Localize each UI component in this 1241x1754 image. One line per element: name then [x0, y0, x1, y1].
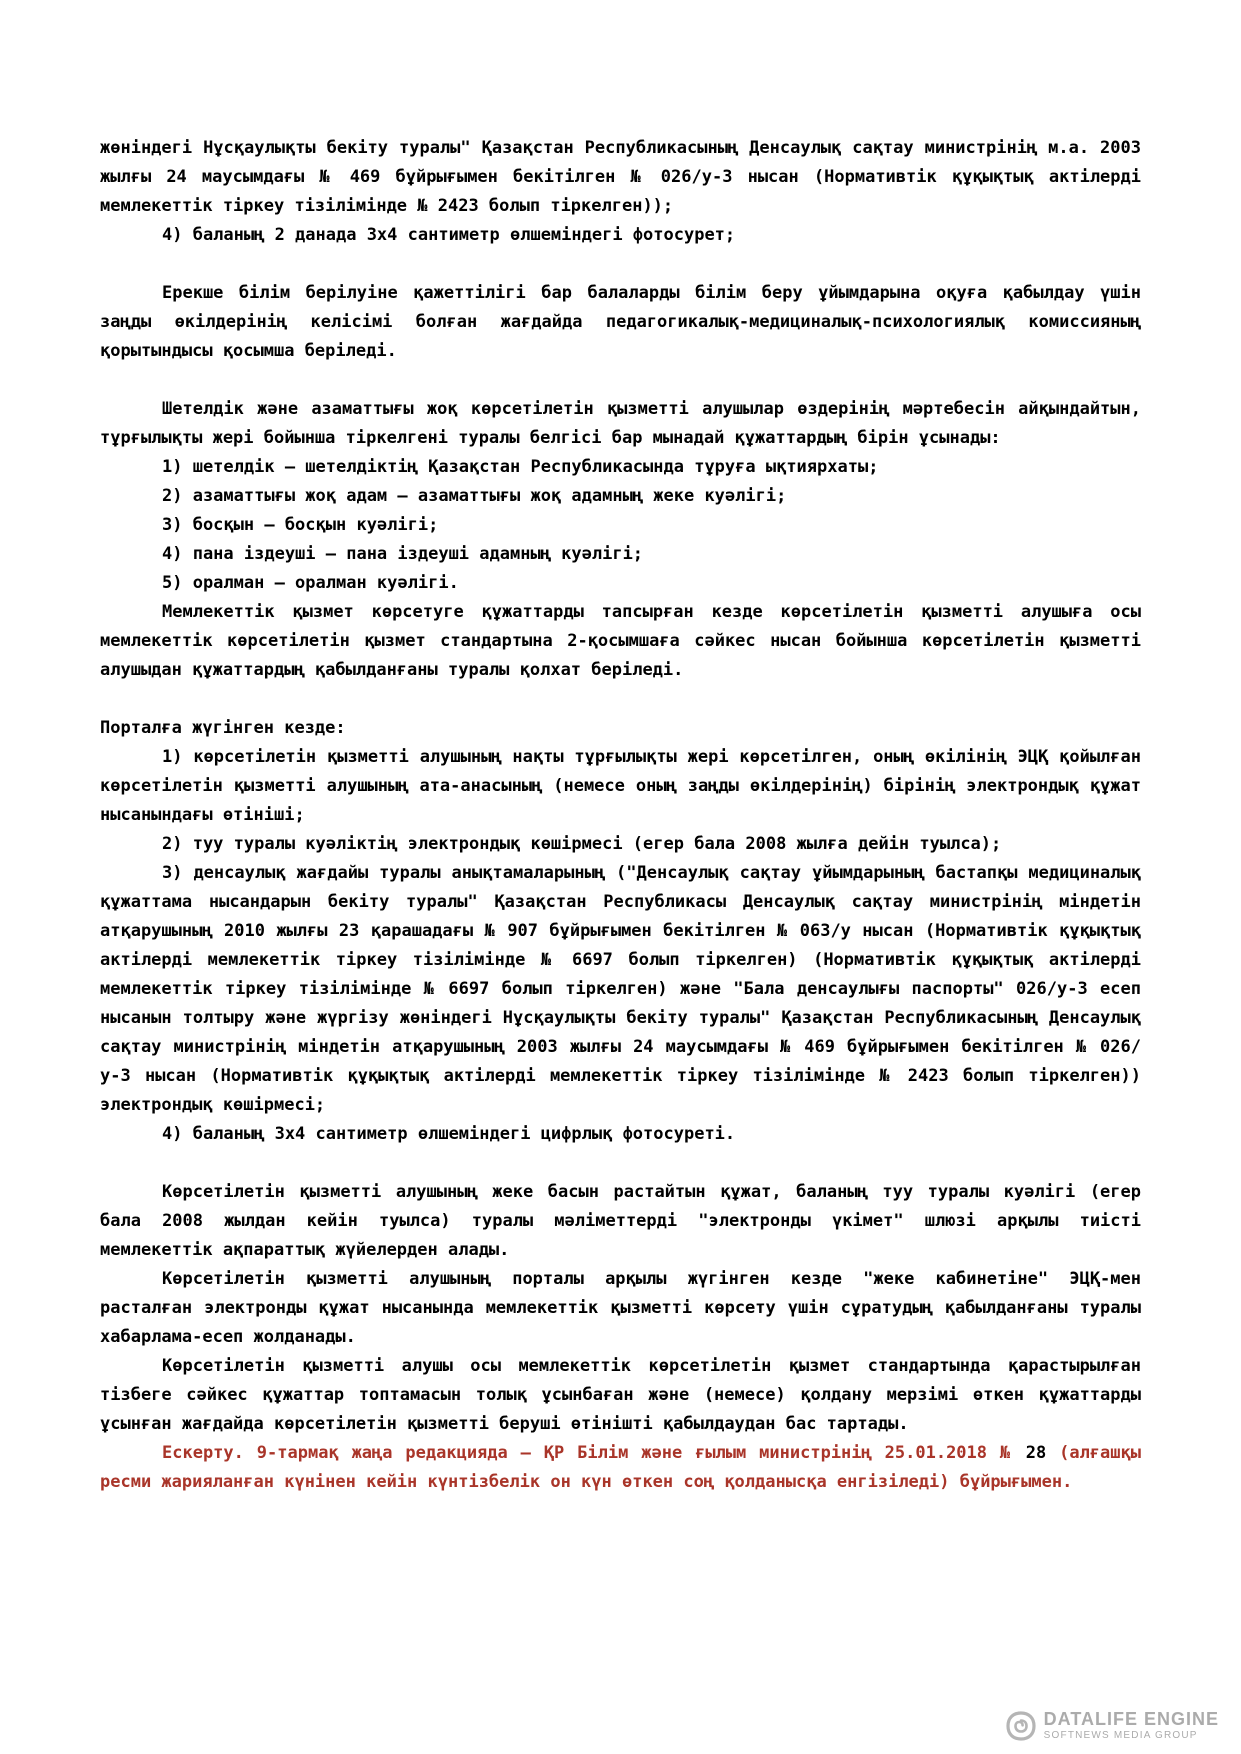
paragraph-spacer [100, 366, 1141, 395]
list-item: 4) пана іздеуші – пана іздеуші адамның куәлігі; [162, 544, 644, 564]
paragraph-continuation: жөніндегі Нұсқаулықты бекіту туралы" Қазақстан Республикасының Денсаулық сақтау министрінің м.а. 2003 жылғы 24 маусымдағы № 469 бұйрығымен бекітілген № 026/у-3 нысан (Нормативтік құқықтық актілерді мемлекеттік тіркеу тізілімінде № 2423 болып тіркелген)); [100, 138, 1141, 216]
document-body [100, 134, 1141, 1497]
watermark-text [1044, 1710, 1219, 1742]
note-segment-black: 28 [1025, 1443, 1047, 1463]
paragraph-spacer [100, 1149, 1141, 1178]
paragraph-emphasis: Ерекше білім берілуіне қажеттілігі бар балаларды білім беру ұйымдарына оқуға қабылдау үшін заңды өкілдерінің келісімі болған жағдайда педагогикалық-медициналық-психологиялық комиссияның қорытындысы қосымша беріледі. [100, 283, 1141, 361]
note-segment-red: Ескерту. 9-тармақ жаңа редакцияда – ҚР Білім және ғылым министрінің 25.01.2018 № [162, 1443, 1026, 1463]
paragraph: Шетелдік және азаматтығы жоқ көрсетілетін қызметті алушылар өздерінің мәртебесін айқындайтын, тұрғылықты жері бойынша тіркелгені туралы белгісі бар мынадай құжаттардың бірін ұсынады: [100, 399, 1141, 448]
amendment-note [100, 1439, 1141, 1497]
list-item: 3) денсаулық жағдайы туралы анықтамаларының ("Денсаулық сақтау ұйымдарының бастапқы медициналық құжаттама нысандарын бекіту туралы" Қазақстан Республикасы Денсаулық сақтау министрінің міндетін атқарушының 2010 жылғы 23 қарашадағы № 907 бұйрығымен бекітілген № 063/у нысан (Нормативтік құқықтық актілерді мемлекеттік тіркеу тізілімінде № 6697 болып тіркелген) (Нормативтік құқықтық актілерді мемлекеттік тіркеу тізілімінде № 6697 болып тіркелген) және "Бала денсаулығы паспорты" 026/у-3 есеп нысанын толтыру және жүргізу жөніндегі Нұсқаулықты бекіту туралы" Қазақстан Республикасының Денсаулық сақтау министрінің міндетін атқарушының 2003 жылғы 24 маусымдағы № 469 бұйрығымен бекітілген № 026/у-3 нысан (Нормативтік құқықтық актілерді мемлекеттік тіркеу тізілімінде № 2423 болып тіркелген)) электрондық көшірмесі; [100, 863, 1141, 1115]
list-item: 2) туу туралы куәліктің электрондық көшірмесі (егер бала 2008 жылға дейін туылса); [162, 834, 1002, 854]
paragraph: Көрсетілетін қызметті алушының порталы арқылы жүгінген кезде "жеке кабинетіне" ЭЦҚ-мен расталған электронды құжат нысанында мемлекеттік қызметті көрсету үшін сұратудың қабылданғаны туралы хабарлама-есеп жолданады. [100, 1269, 1141, 1347]
list-item: 4) баланың 2 данада 3х4 сантиметр өлшеміндегі фотосурет; [162, 225, 736, 245]
paragraph: Көрсетілетін қызметті алушының жеке басын растайтын құжат, баланың туу туралы куәлігі (егер бала 2008 жылдан кейін туылса) туралы мәліметтерді "электронды үкімет" шлюзі арқылы тиісті мемлекеттік ақпараттық жүйелерден алады. [100, 1182, 1141, 1260]
list-item: 4) баланың 3х4 сантиметр өлшеміндегі цифрлық фотосуреті. [162, 1124, 736, 1144]
section-heading: Порталға жүгінген кезде: [100, 718, 346, 738]
datalife-eye-logo-icon [1005, 1710, 1037, 1742]
watermark-brand: DATALIFE ENGINE [1043, 1709, 1219, 1729]
datalife-watermark [1005, 1710, 1219, 1742]
paragraph: Мемлекеттік қызмет көрсетуге құжаттарды тапсырған кезде көрсетілетін қызметті алушыға осы мемлекеттік көрсетілетін қызмет стандартына 2-қосымшаға сәйкес нысан бойынша көрсетілетін қызметті алушыдан құжаттардың қабылданғаны туралы қолхат беріледі. [100, 602, 1141, 680]
list-item: 3) босқын – босқын куәлігі; [162, 515, 439, 535]
paragraph: Көрсетілетін қызметті алушы осы мемлекеттік көрсетілетін қызмет стандартында қарастырылған тізбеге сәйкес құжаттар топтамасын толық ұсынбаған және (немесе) қолдану мерзімі өткен құжаттарды ұсынған жағдайда көрсетілетін қызметті беруші өтінішті қабылдаудан бас тартады. [100, 1356, 1141, 1434]
paragraph-spacer [100, 250, 1141, 279]
list-item: 1) көрсетілетін қызметті алушының нақты тұрғылықты жері көрсетілген, оның өкілінің ЭЦҚ қойылған көрсетілетін қызметті алушының ата-анасының (немесе оның заңды өкілдерінің) бірінің электрондық құжат нысанындағы өтініші; [100, 747, 1141, 825]
list-item: 5) оралман – оралман куәлігі. [162, 573, 459, 593]
list-item: 1) шетелдік – шетелдіктің Қазақстан Республикасында тұруға ықтиярхаты; [162, 457, 879, 477]
note-segment-red: (алғашқы ресми жарияланған күнінен кейін күнтізбелік он күн өткен соң қолданысқа енгізіледі) бұйрығымен. [100, 1443, 1141, 1492]
paragraph-spacer [100, 685, 1141, 714]
watermark-subtitle: SOFTNEWS MEDIA GROUP [1043, 1730, 1198, 1741]
list-item: 2) азаматтығы жоқ адам – азаматтығы жоқ адамның жеке куәлігі; [162, 486, 787, 506]
